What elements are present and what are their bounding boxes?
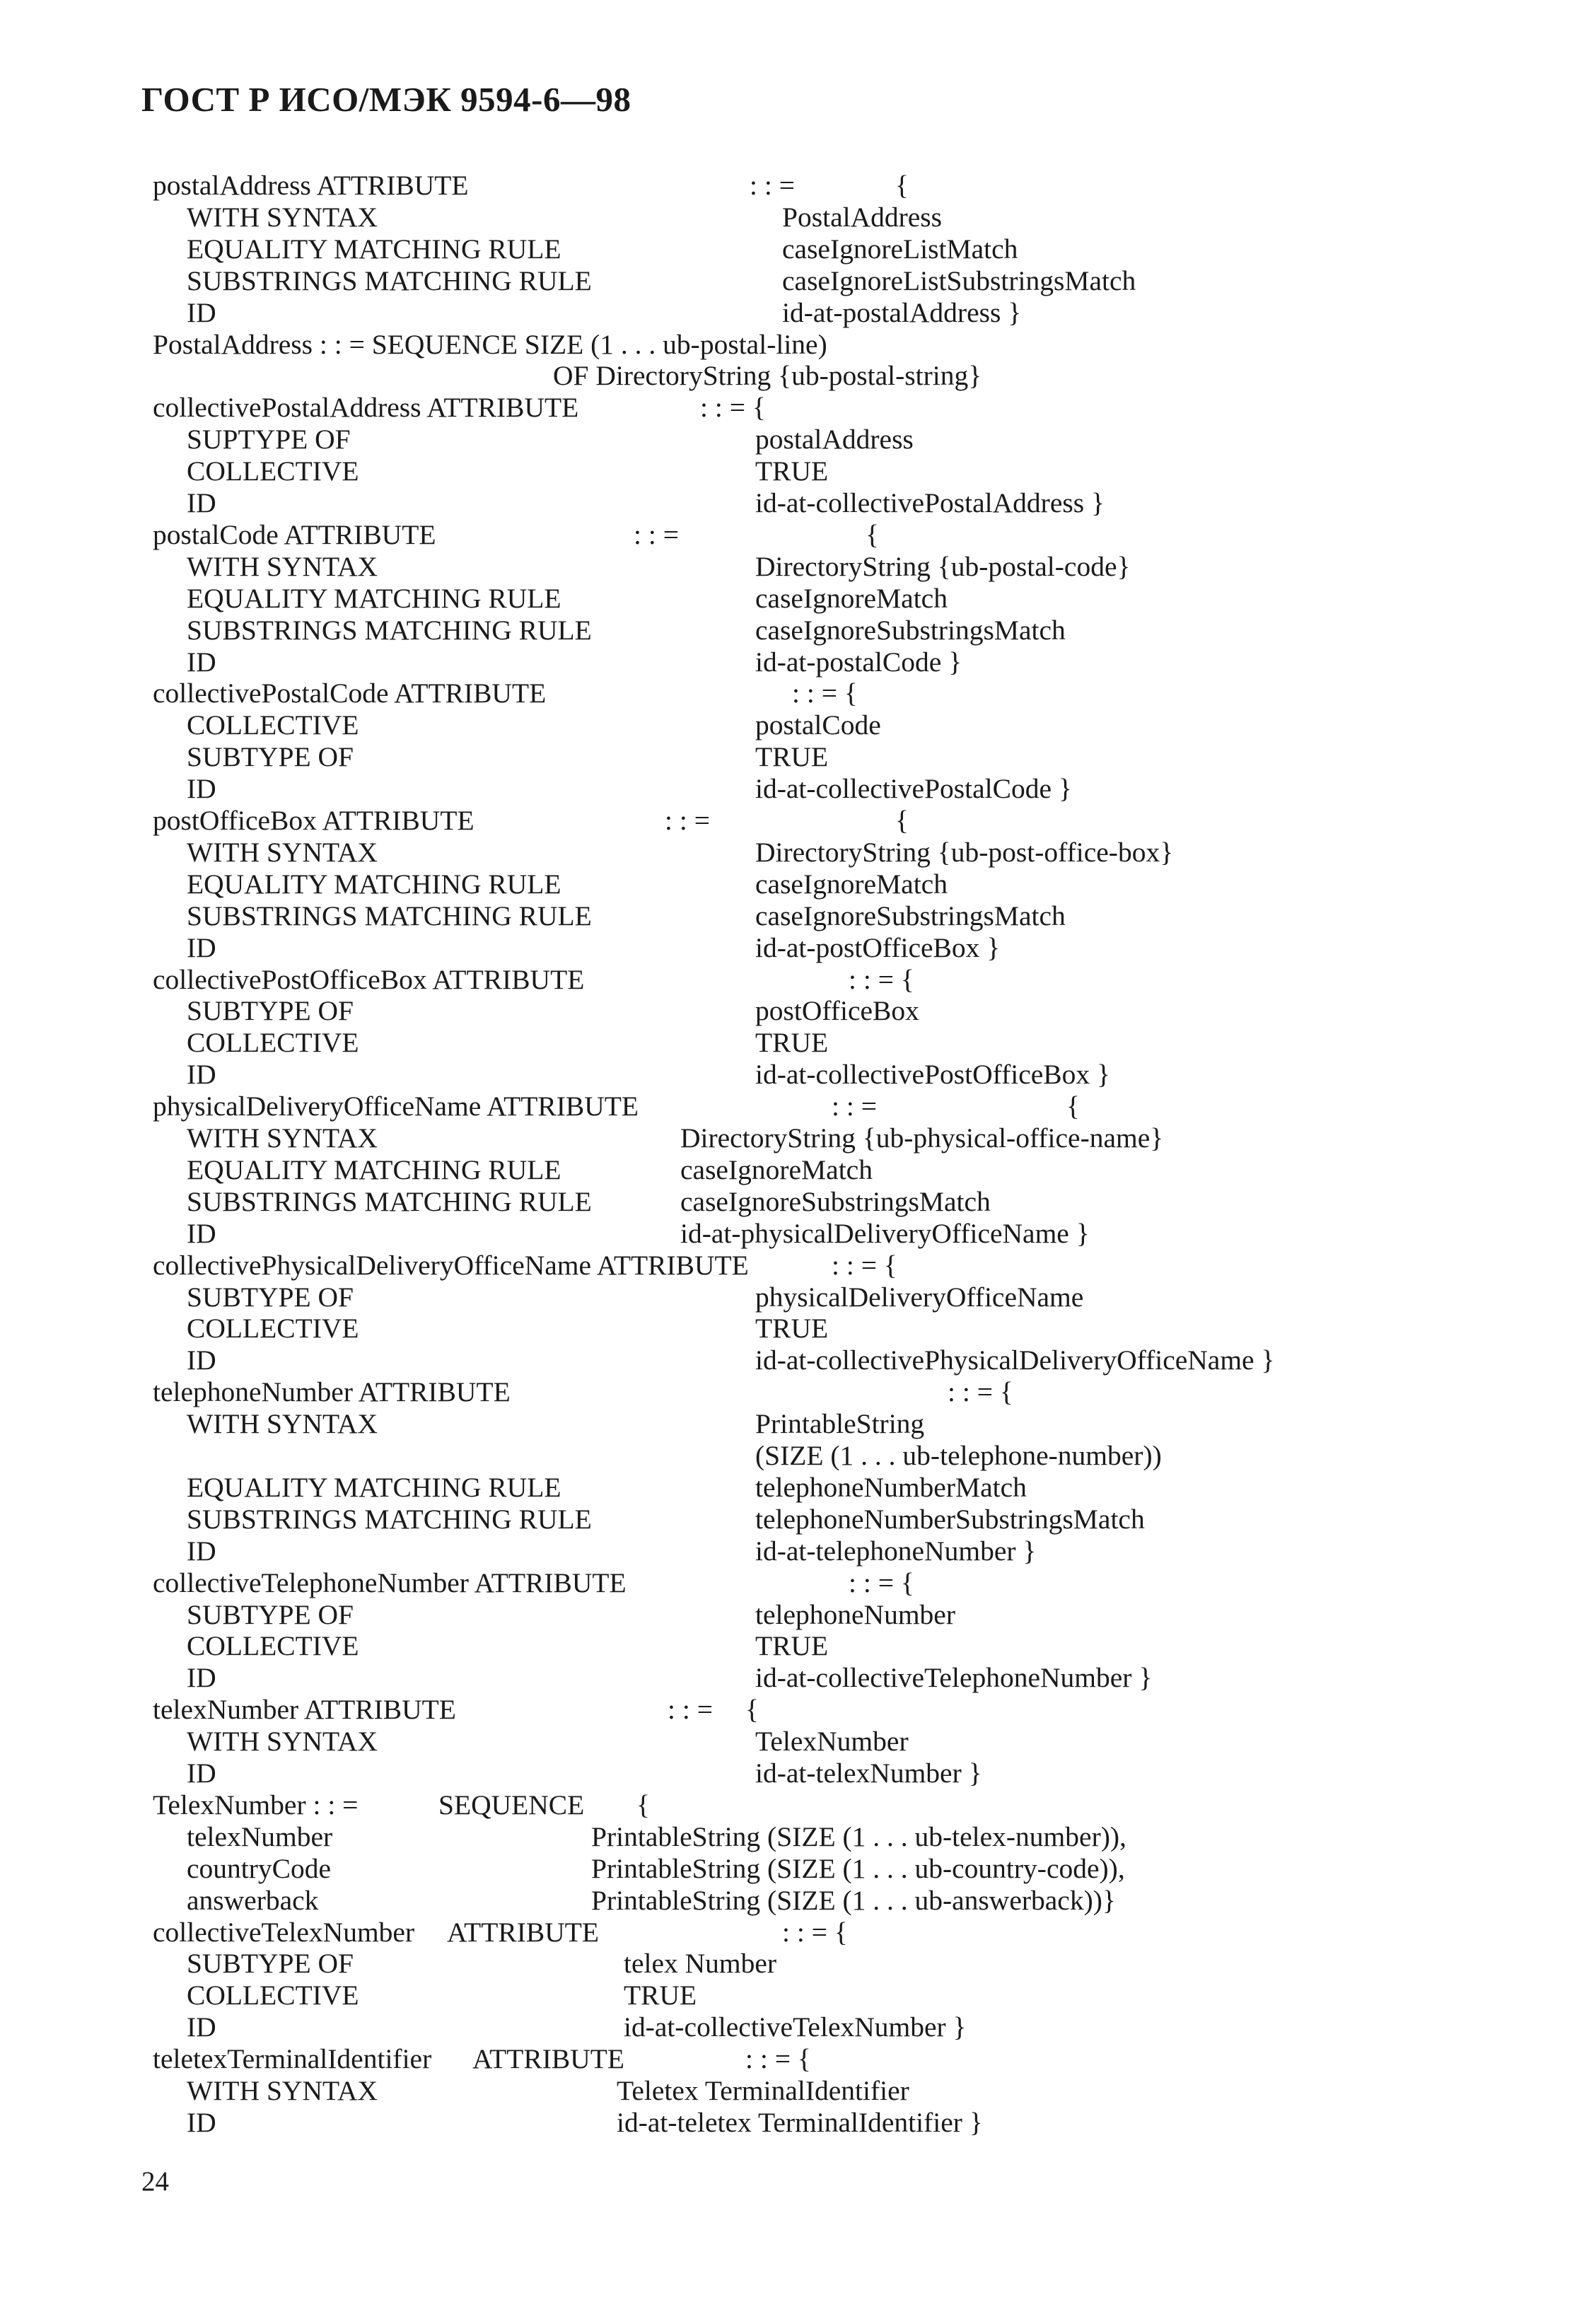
line-segment: COLLECTIVE [187, 1027, 359, 1059]
line-segment: { [866, 518, 879, 550]
line-segment: id-at-collectivePostalCode } [755, 773, 1072, 805]
line-segment: collectiveTelephoneNumber ATTRIBUTE [153, 1567, 627, 1598]
line-segment: PostalAddress : : = SEQUENCE SIZE (1 . . . ub-postal-line) [153, 328, 827, 360]
line-segment: id-at-postalCode } [755, 646, 962, 678]
line-segment: : : = [750, 170, 795, 201]
line-segment: SUBSTRINGS MATCHING RULE [187, 265, 592, 296]
line-segment: : : = { [948, 1376, 1013, 1408]
line-segment: ID [187, 773, 216, 805]
line-segment: collectivePostOfficeBox ATTRIBUTE [153, 963, 585, 995]
line-segment: telephoneNumber [755, 1598, 955, 1630]
definition-line [0, 1694, 1584, 1726]
line-segment: WITH SYNTAX [187, 550, 378, 582]
definition-line [0, 1789, 1584, 1821]
line-segment: caseIgnoreSubstringsMatch [680, 1185, 991, 1217]
line-segment: WITH SYNTAX [187, 2075, 378, 2106]
document-header: ГОСТ Р ИСО/МЭК 9594-6—98 [141, 80, 631, 119]
definition-line [0, 2107, 1584, 2139]
definition-line [0, 1376, 1584, 1408]
line-segment: SUBTYPE OF [187, 995, 354, 1027]
definition-line [0, 329, 1584, 361]
line-segment: id-at-postOfficeBox } [755, 931, 1001, 963]
line-segment: PrintableString (SIZE (1 . . . ub-telex-number)), [591, 1820, 1126, 1852]
definition-line [0, 1472, 1584, 1504]
line-segment: SUPTYPE OF [187, 424, 351, 455]
line-segment: ID [187, 1344, 216, 1376]
line-segment: ID [187, 1535, 216, 1567]
line-segment: ID [187, 1059, 216, 1091]
line-segment: { [745, 1694, 759, 1726]
line-segment: id-at-telephoneNumber } [755, 1535, 1037, 1567]
line-segment: SUBTYPE OF [187, 1948, 354, 1980]
line-segment: EQUALITY MATCHING RULE [187, 1471, 561, 1503]
line-segment: EQUALITY MATCHING RULE [187, 233, 561, 265]
line-segment: : : = { [849, 963, 914, 995]
definition-line [0, 615, 1584, 646]
line-segment: SUBSTRINGS MATCHING RULE [187, 900, 592, 931]
definition-line [0, 1122, 1584, 1154]
definition-line [0, 519, 1584, 551]
line-segment: COLLECTIVE [187, 709, 359, 741]
line-segment: telexNumber [187, 1820, 333, 1852]
line-segment: : : = { [700, 392, 766, 424]
line-segment: TRUE [755, 1313, 829, 1344]
line-segment: WITH SYNTAX [187, 1122, 378, 1154]
line-segment: WITH SYNTAX [187, 836, 378, 868]
line-segment: postalCode ATTRIBUTE [153, 518, 436, 550]
line-segment: telephoneNumberMatch [755, 1471, 1027, 1503]
line-segment: SEQUENCE [438, 1789, 585, 1820]
line-segment: collectiveTelexNumber [153, 1916, 415, 1948]
line-segment: WITH SYNTAX [187, 201, 378, 233]
definition-line [0, 1567, 1584, 1599]
line-segment: WITH SYNTAX [187, 1726, 378, 1757]
line-segment: ID [187, 296, 216, 328]
line-segment: TRUE [755, 1630, 829, 1662]
line-segment: TRUE [624, 1980, 697, 2011]
line-segment: (SIZE (1 . . . ub-telephone-number)) [755, 1440, 1162, 1471]
line-segment: teletexTerminalIdentifier [153, 2043, 432, 2075]
definition-line [0, 1059, 1584, 1091]
definition-line [0, 297, 1584, 329]
line-segment: SUBSTRINGS MATCHING RULE [187, 1185, 592, 1217]
line-segment: ID [187, 487, 216, 518]
line-segment: SUBTYPE OF [187, 1598, 354, 1630]
line-segment: ID [187, 2011, 216, 2043]
definition-line [0, 1917, 1584, 1948]
line-segment: caseIgnoreSubstringsMatch [755, 900, 1066, 931]
line-segment: COLLECTIVE [187, 1313, 359, 1344]
line-segment: PrintableString (SIZE (1 . . . ub-answerback))} [591, 1884, 1116, 1916]
line-segment: physicalDeliveryOfficeName [755, 1281, 1084, 1313]
line-segment: { [636, 1789, 650, 1820]
line-segment: ID [187, 646, 216, 678]
definition-line [0, 1186, 1584, 1218]
line-segment: PrintableString [755, 1408, 925, 1440]
line-segment: id-at-collectivePostalAddress } [755, 487, 1105, 518]
definition-line [0, 1154, 1584, 1186]
definition-line [0, 1250, 1584, 1282]
definition-line [0, 2043, 1584, 2075]
line-segment: caseIgnoreListMatch [782, 233, 1018, 265]
line-segment: id-at-teletex TerminalIdentifier } [617, 2106, 983, 2138]
line-segment: countryCode [187, 1852, 332, 1884]
definition-line [0, 964, 1584, 996]
definition-line [0, 1630, 1584, 1662]
line-segment: { [895, 805, 909, 836]
line-segment: TRUE [755, 1027, 829, 1059]
line-segment: id-at-collectivePostOfficeBox } [755, 1059, 1110, 1091]
definition-line [0, 995, 1584, 1027]
line-segment: postalAddress ATTRIBUTE [153, 170, 469, 201]
definition-line [0, 741, 1584, 773]
line-segment: ATTRIBUTE [472, 2043, 625, 2075]
definition-line [0, 1662, 1584, 1694]
definition-line [0, 678, 1584, 709]
definition-line [0, 1027, 1584, 1059]
line-segment: telephoneNumberSubstringsMatch [755, 1503, 1145, 1535]
definition-line [0, 1091, 1584, 1122]
definition-line [0, 455, 1584, 487]
line-segment: telexNumber ATTRIBUTE [153, 1694, 456, 1726]
definition-line [0, 233, 1584, 265]
definition-line [0, 2075, 1584, 2107]
line-segment: PrintableString (SIZE (1 . . . ub-country-code)), [591, 1852, 1125, 1884]
definition-line [0, 202, 1584, 233]
line-segment: caseIgnoreMatch [755, 582, 948, 614]
line-segment: postOfficeBox [755, 995, 919, 1027]
definition-line [0, 932, 1584, 964]
definition-line [0, 424, 1584, 455]
definition-line [0, 1757, 1584, 1789]
line-segment: : : = [665, 805, 710, 836]
line-segment: COLLECTIVE [187, 1980, 359, 2011]
definition-line [0, 1853, 1584, 1885]
definition-line [0, 1313, 1584, 1344]
line-segment: caseIgnoreMatch [755, 868, 948, 900]
line-segment: COLLECTIVE [187, 455, 359, 487]
line-segment: COLLECTIVE [187, 1630, 359, 1662]
definition-line [0, 1440, 1584, 1472]
line-segment: SUBTYPE OF [187, 741, 354, 773]
definition-line [0, 265, 1584, 297]
line-segment: : : = { [745, 2043, 811, 2075]
definition-line [0, 583, 1584, 615]
line-segment: caseIgnoreMatch [680, 1154, 873, 1185]
definition-line [0, 837, 1584, 868]
line-segment: ID [187, 2106, 216, 2138]
definition-line [0, 773, 1584, 805]
line-segment: : : = { [792, 678, 858, 709]
definition-line [0, 805, 1584, 837]
line-segment: OF DirectoryString {ub-postal-string} [553, 360, 982, 392]
line-segment: collectivePhysicalDeliveryOfficeName ATTRIBUTE [153, 1249, 749, 1281]
line-segment: telephoneNumber ATTRIBUTE [153, 1376, 511, 1408]
line-segment: EQUALITY MATCHING RULE [187, 868, 561, 900]
definition-line [0, 392, 1584, 424]
line-segment: collectivePostalAddress ATTRIBUTE [153, 392, 579, 424]
line-segment: { [1066, 1091, 1080, 1122]
definition-line [0, 551, 1584, 583]
definition-line [0, 1535, 1584, 1567]
line-segment: TelexNumber [755, 1726, 909, 1757]
line-segment: Teletex TerminalIdentifier [617, 2075, 909, 2106]
definition-line [0, 2011, 1584, 2043]
line-segment: ID [187, 1662, 216, 1694]
definition-line [0, 646, 1584, 678]
line-segment: PostalAddress [782, 201, 943, 233]
line-segment: : : = [668, 1694, 713, 1726]
page-number: 24 [141, 2166, 169, 2197]
definition-line [0, 1408, 1584, 1440]
line-segment: postalAddress [755, 424, 914, 455]
line-segment: SUBSTRINGS MATCHING RULE [187, 614, 592, 646]
definition-line [0, 487, 1584, 519]
line-segment: id-at-telexNumber } [755, 1757, 982, 1789]
definition-line [0, 1599, 1584, 1631]
line-segment: DirectoryString {ub-postal-code} [755, 550, 1131, 582]
line-segment: id-at-collectiveTelephoneNumber } [755, 1662, 1153, 1694]
line-segment: TRUE [755, 741, 829, 773]
line-segment: DirectoryString {ub-post-office-box} [755, 836, 1174, 868]
definition-line [0, 1726, 1584, 1757]
line-segment: EQUALITY MATCHING RULE [187, 582, 561, 614]
definition-line [0, 170, 1584, 202]
line-segment: answerback [187, 1884, 319, 1916]
line-segment: : : = { [832, 1249, 897, 1281]
line-segment: : : = [634, 518, 679, 550]
line-segment: ATTRIBUTE [447, 1916, 600, 1948]
line-segment: id-at-collectiveTelexNumber } [624, 2011, 967, 2043]
definition-line [0, 1948, 1584, 1980]
line-segment: : : = { [782, 1916, 848, 1948]
definition-line [0, 1885, 1584, 1917]
line-segment: : : = { [849, 1567, 914, 1598]
line-segment: DirectoryString {ub-physical-office-name} [680, 1122, 1164, 1154]
line-segment: { [895, 170, 909, 201]
line-segment: id-at-postalAddress } [782, 296, 1022, 328]
definition-line [0, 1980, 1584, 2011]
definition-line [0, 1344, 1584, 1376]
line-segment: SUBSTRINGS MATCHING RULE [187, 1503, 592, 1535]
line-segment: caseIgnoreListSubstringsMatch [782, 265, 1136, 296]
definition-line [0, 360, 1584, 392]
line-segment: caseIgnoreSubstringsMatch [755, 614, 1066, 646]
line-segment: postalCode [755, 709, 881, 741]
line-segment: TelexNumber : : = [153, 1789, 359, 1820]
line-segment: ID [187, 931, 216, 963]
line-segment: collectivePostalCode ATTRIBUTE [153, 678, 547, 709]
definition-line [0, 709, 1584, 741]
definition-line [0, 1218, 1584, 1250]
definition-line [0, 1282, 1584, 1313]
line-segment: id-at-physicalDeliveryOfficeName } [680, 1217, 1090, 1249]
line-segment: EQUALITY MATCHING RULE [187, 1154, 561, 1185]
line-segment: SUBTYPE OF [187, 1281, 354, 1313]
line-segment: WITH SYNTAX [187, 1408, 378, 1440]
line-segment: telex Number [624, 1948, 777, 1980]
line-segment: postOfficeBox ATTRIBUTE [153, 805, 474, 836]
definition-line [0, 868, 1584, 900]
line-segment: : : = [832, 1091, 877, 1122]
line-segment: ID [187, 1757, 216, 1789]
definition-line [0, 900, 1584, 932]
line-segment: physicalDeliveryOfficeName ATTRIBUTE [153, 1091, 639, 1122]
line-segment: ID [187, 1217, 216, 1249]
definition-line [0, 1821, 1584, 1853]
definition-line [0, 1504, 1584, 1535]
line-segment: id-at-collectivePhysicalDeliveryOfficeName } [755, 1344, 1275, 1376]
line-segment: TRUE [755, 455, 829, 487]
